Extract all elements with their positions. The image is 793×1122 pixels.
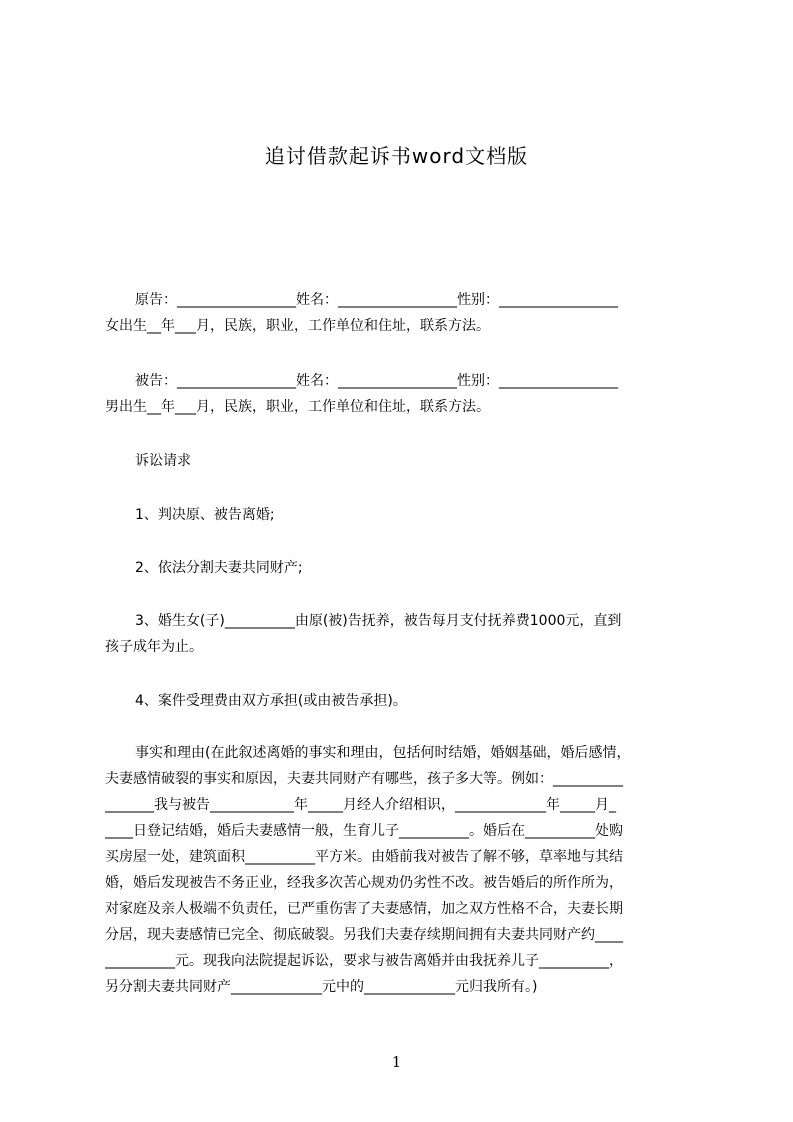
facts-line: ____日登记结婚，婚后夫妻感情一般，生育儿子__________。婚后在__________处购 [105, 823, 623, 839]
document-title: 追讨借款起诉书word文档版 [264, 144, 529, 168]
claim-text: 3、婚生女(子)__________由原(被)告抚养，被告每月支付抚养费1000元，直到 [135, 613, 622, 629]
page-number: 1 [391, 1053, 402, 1071]
facts-line: 另分割夫妻共同财产_____________元中的_____________元归我所有。) [105, 979, 538, 995]
facts-line: 婚，婚后发现被告不务正业，经我多次苦心规劝仍劣性不改。被告婚后的所作所为， [105, 875, 623, 891]
facts-line: 买房屋一处，建筑面积__________平方米。由婚前我对被告了解不够，草率地与其结 [105, 849, 623, 865]
defendant-info [105, 368, 701, 420]
claims-heading [105, 448, 701, 474]
facts-line: 分居，现夫妻感情已完全、彻底破裂。另我们夫妻存续期间拥有夫妻共同财产约____ [105, 927, 623, 943]
facts-line: 夫妻感情破裂的事实和原因，夫妻共同财产有哪些，孩子多大等。例如：__________ [105, 771, 623, 787]
claim-item-3 [105, 608, 701, 660]
facts-line: 事实和理由(在此叙述离婚的事实和理由，包括何时结婚，婚姻基础，婚后感情， [135, 745, 631, 761]
claim-text: 1、判决原、被告离婚; [135, 507, 275, 523]
defendant-line-1: 被告：_________________姓名：_________________性别：_________________ [135, 373, 618, 389]
claims-heading-text: 诉讼请求 [135, 453, 191, 469]
facts-and-reasons [105, 740, 701, 1000]
defendant-line-2: 男出生__年___月，民族，职业，工作单位和住址，联系方法。 [105, 399, 490, 415]
facts-line: _______我与被告____________年_____月经人介绍相识，_____________年_____月_ [105, 797, 616, 813]
plaintiff-info [105, 287, 701, 339]
claim-item-2 [105, 555, 701, 581]
claim-item-1 [105, 502, 701, 528]
claim-text-continued: 孩子成年为止。 [105, 639, 203, 655]
claim-text: 4、案件受理费由双方承担(或由被告承担)。 [135, 693, 407, 709]
plaintiff-line-2: 女出生__年___月，民族，职业，工作单位和住址，联系方法。 [105, 318, 490, 334]
facts-line: 对家庭及亲人极端不负责任，已严重伤害了夫妻感情，加之双方性格不合，夫妻长期 [105, 901, 623, 917]
claim-text: 2、依法分割夫妻共同财产; [135, 560, 303, 576]
plaintiff-line-1: 原告：_________________姓名：_________________性别：_________________ [135, 292, 618, 308]
claim-item-4 [105, 688, 701, 714]
facts-line: __________元。现我向法院提起诉讼，要求与被告离婚并由我抚养儿子__________， [105, 953, 623, 969]
